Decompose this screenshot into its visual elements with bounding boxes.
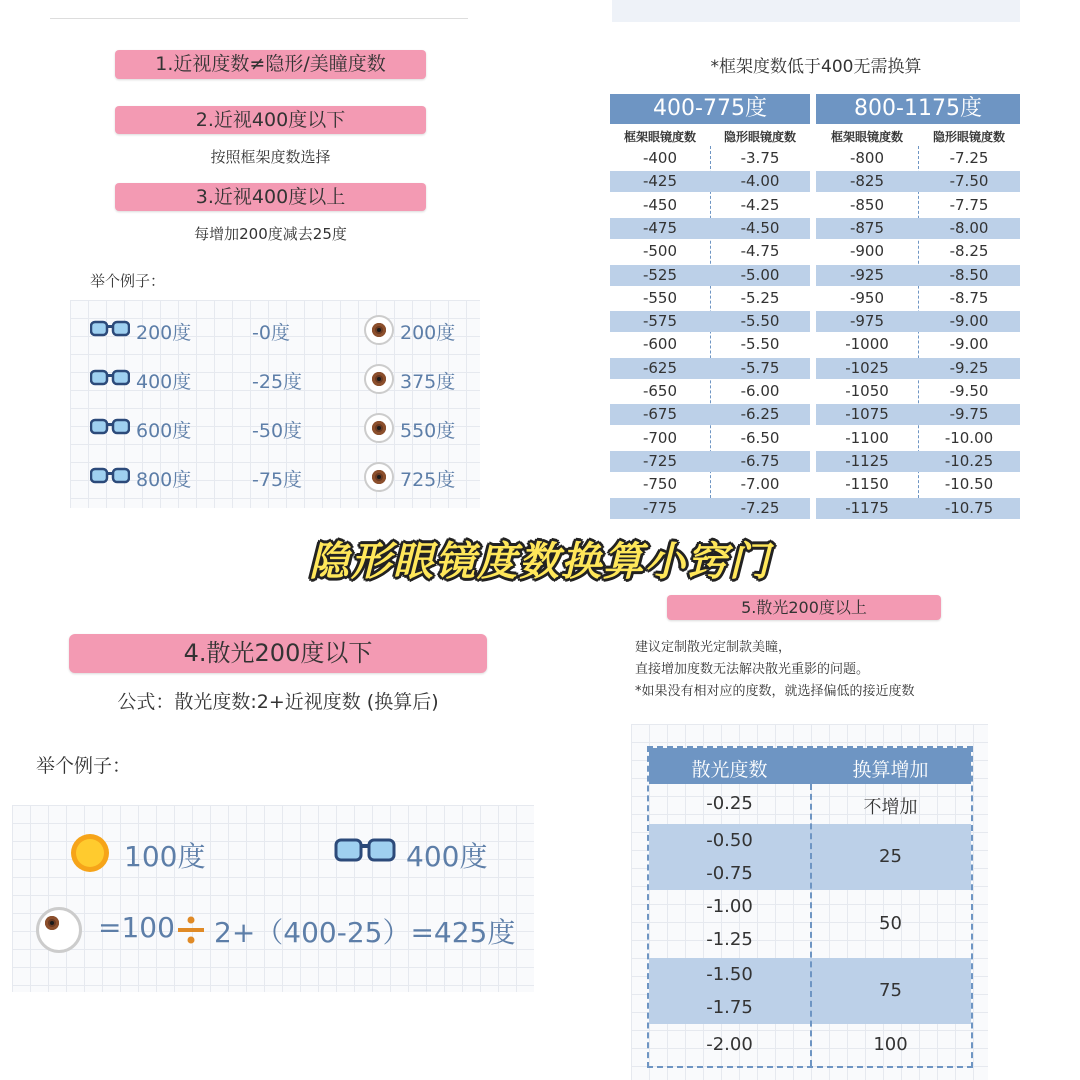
col-astig-header: 散光度数	[691, 759, 768, 781]
eye-icon	[36, 907, 82, 953]
frame-value: -925	[849, 265, 885, 284]
conversion-row	[816, 474, 1020, 495]
astig-degree: -1.25	[706, 929, 753, 950]
contact-value: -6.25	[740, 405, 780, 424]
add-value: 25	[879, 846, 902, 867]
contact-value: -10.50	[944, 475, 994, 494]
frame-value: -525	[642, 265, 678, 284]
contact-value: -8.75	[949, 288, 989, 307]
conversion-row	[816, 265, 1020, 286]
frame-value: -500	[642, 242, 678, 261]
conversion-row	[610, 241, 810, 262]
astig-degree: -1.00	[706, 896, 753, 917]
contact-value: -4.25	[740, 195, 780, 214]
frame-value: -425	[642, 172, 678, 191]
frame-value: -400	[642, 149, 678, 167]
conversion-table	[610, 94, 1020, 520]
contact-value: -6.75	[740, 451, 780, 470]
astig-degree: -0.50	[706, 830, 753, 851]
frame-value: -900	[849, 242, 885, 261]
right-range-title: 800-1175度	[816, 94, 1020, 124]
contact-value: -8.00	[949, 218, 989, 237]
equation-part2: 2+（400-25）=425度	[214, 916, 516, 949]
conversion-row	[610, 334, 810, 355]
contact-value: -9.00	[949, 335, 989, 354]
right-col-frame-header: 框架眼镜度数	[830, 130, 903, 144]
column-divider	[810, 784, 812, 1066]
conversion-row	[610, 451, 810, 472]
astig-value: 100度	[124, 840, 206, 873]
astigmatism-table-header	[649, 748, 971, 784]
conversion-row	[610, 404, 810, 425]
frame-value: -1075	[845, 405, 889, 424]
contact-value: -5.50	[740, 335, 780, 354]
frame-value: -1175	[845, 498, 889, 517]
section4-banner: 4.散光200度以下	[69, 634, 487, 673]
left-col-contact-header: 隐形眼镜度数	[723, 130, 796, 144]
conversion-note: *框架度数低于400无需换算	[710, 57, 922, 77]
section5-line2: 直接增加度数无法解决散光重影的问题。	[635, 662, 870, 677]
contact-value: -9.00	[949, 312, 989, 331]
conversion-row	[610, 428, 810, 449]
conversion-row	[816, 381, 1020, 402]
add-value: 不增加	[863, 797, 918, 818]
astig-degree: -1.50	[706, 964, 753, 985]
frame-value: -700	[642, 428, 678, 447]
conversion-row	[816, 218, 1020, 239]
section4-formula: 公式：散光度数:2+近视度数 (换算后)	[117, 691, 439, 713]
frame-value: -625	[642, 358, 678, 377]
contact-value: -9.25	[949, 358, 989, 377]
section5-line3: *如果没有相对应的度数，就选择偏低的接近度数	[635, 684, 915, 699]
rule2-banner: 2.近视400度以下	[115, 106, 426, 134]
conversion-row	[610, 381, 810, 402]
frame-value: -775	[642, 498, 678, 517]
main-title: 隐形眼镜度数换算小窍门	[309, 539, 771, 585]
glasses-icon	[334, 837, 396, 865]
example-label: 举个例子：	[90, 272, 166, 290]
eye-icon	[364, 315, 394, 345]
frame-value: -1050	[845, 382, 889, 400]
contact-degree: 725度	[400, 469, 456, 491]
conversion-row	[610, 148, 810, 169]
eye-icon	[364, 413, 394, 443]
contact-value: -6.00	[740, 382, 780, 400]
contact-degree: 550度	[400, 420, 456, 442]
eye-icon	[364, 364, 394, 394]
rule1-banner: 1.近视度数≠隐形/美瞳度数	[115, 50, 426, 79]
contact-value: -7.25	[740, 498, 780, 517]
contact-value: -8.50	[949, 265, 989, 284]
minus-degree: -50度	[252, 420, 303, 442]
frame-value: -1125	[845, 451, 889, 470]
contact-value: -10.25	[944, 451, 994, 470]
glasses-icon	[90, 418, 130, 436]
example-row	[70, 408, 480, 448]
contact-value: -6.50	[740, 428, 780, 447]
conversion-row	[610, 358, 810, 379]
frame-degree: 600度	[136, 420, 192, 442]
conversion-row	[610, 171, 810, 192]
top-cropped-strip	[612, 0, 1020, 22]
conversion-row	[610, 218, 810, 239]
conversion-row	[816, 451, 1020, 472]
conversion-row	[610, 474, 810, 495]
conversion-row	[610, 288, 810, 309]
conversion-row	[610, 195, 810, 216]
contact-value: -5.50	[740, 312, 780, 331]
add-value: 75	[879, 980, 902, 1001]
contact-value: -10.75	[944, 498, 994, 517]
conversion-row	[816, 311, 1020, 332]
conversion-row	[816, 241, 1020, 262]
section5-line1: 建议定制散光定制款美瞳，	[635, 640, 792, 655]
contact-value: -10.00	[944, 428, 994, 447]
frame-value: -575	[642, 312, 678, 331]
frame-value: -825	[849, 172, 885, 191]
example-row	[70, 359, 480, 399]
frame-value: -750	[642, 475, 678, 494]
frame-value: -950	[849, 288, 885, 307]
conversion-row	[816, 148, 1020, 169]
contact-value: -9.50	[949, 382, 989, 400]
frame-degree: 400度	[136, 371, 192, 393]
astig-degree: -2.00	[706, 1034, 753, 1055]
astigmatism-table	[647, 746, 973, 1068]
astig-degree: -0.75	[706, 863, 753, 884]
left-col-frame-header: 框架眼镜度数	[623, 130, 696, 144]
contact-degree: 200度	[400, 322, 456, 344]
frame-value: -475	[642, 218, 678, 237]
frame-value: -650	[642, 382, 678, 400]
minus-degree: -75度	[252, 469, 303, 491]
eye-icon	[364, 462, 394, 492]
glasses-icon	[90, 369, 130, 387]
contact-value: -7.75	[949, 195, 989, 214]
col-add-header: 换算增加	[852, 759, 929, 781]
top-divider	[50, 18, 468, 19]
myopia-value: 400度	[406, 840, 488, 873]
frame-value: -1000	[845, 335, 889, 354]
conversion-row	[816, 334, 1020, 355]
add-value: 100	[873, 1034, 908, 1055]
frame-value: -1150	[845, 475, 889, 494]
section4-example-grid	[12, 805, 534, 992]
rule2-subtext: 按照框架度数选择	[210, 148, 331, 166]
conversion-row	[816, 171, 1020, 192]
contact-value: -3.75	[740, 149, 780, 167]
contact-value: -5.00	[740, 265, 780, 284]
table-gap	[810, 94, 816, 520]
astig-degree: -0.25	[706, 793, 753, 814]
contact-value: -8.25	[949, 242, 989, 261]
astig-degree: -1.75	[706, 997, 753, 1018]
contact-value: -4.50	[740, 218, 780, 237]
section4-example-label: 举个例子：	[36, 755, 132, 777]
conversion-row	[816, 428, 1020, 449]
contact-value: -7.50	[949, 172, 989, 191]
conversion-row	[610, 498, 810, 519]
frame-value: -850	[849, 195, 885, 214]
conversion-row	[816, 195, 1020, 216]
frame-value: -550	[642, 288, 678, 307]
rule3-banner: 3.近视400度以上	[115, 183, 426, 211]
right-col-contact-header: 隐形眼镜度数	[932, 130, 1005, 144]
section5-banner: 5.散光200度以上	[667, 595, 941, 620]
left-range-title: 400-775度	[610, 94, 810, 124]
sun-icon	[70, 833, 110, 873]
frame-value: -800	[849, 149, 885, 167]
frame-value: -675	[642, 405, 678, 424]
contact-degree: 375度	[400, 371, 456, 393]
conversion-row	[610, 311, 810, 332]
add-value: 50	[879, 913, 902, 934]
equation-part1: =100	[98, 911, 175, 944]
glasses-icon	[90, 467, 130, 485]
example-row	[70, 310, 480, 350]
frame-value: -725	[642, 451, 678, 470]
frame-value: -1025	[845, 358, 889, 377]
minus-degree: -0度	[252, 322, 290, 344]
contact-value: -9.75	[949, 405, 989, 424]
frame-value: -1100	[845, 428, 889, 447]
minus-degree: -25度	[252, 371, 303, 393]
divide-icon	[176, 915, 206, 945]
contact-value: -7.00	[740, 475, 780, 494]
conversion-row	[816, 358, 1020, 379]
glasses-icon	[90, 320, 130, 338]
frame-degree: 200度	[136, 322, 192, 344]
frame-degree: 800度	[136, 469, 192, 491]
conversion-row	[816, 404, 1020, 425]
conversion-row	[816, 288, 1020, 309]
conversion-row	[610, 265, 810, 286]
example-grid	[70, 300, 480, 508]
frame-value: -975	[849, 312, 885, 331]
contact-value: -4.75	[740, 242, 780, 261]
frame-value: -875	[849, 218, 885, 237]
example-row	[70, 457, 480, 497]
contact-value: -4.00	[740, 172, 780, 191]
conversion-row	[816, 498, 1020, 519]
frame-value: -450	[642, 195, 678, 214]
contact-value: -5.25	[740, 288, 780, 307]
contact-value: -5.75	[740, 358, 780, 377]
contact-value: -7.25	[949, 149, 989, 167]
frame-value: -600	[642, 335, 678, 354]
rule3-subtext: 每增加200度减去25度	[194, 225, 347, 243]
